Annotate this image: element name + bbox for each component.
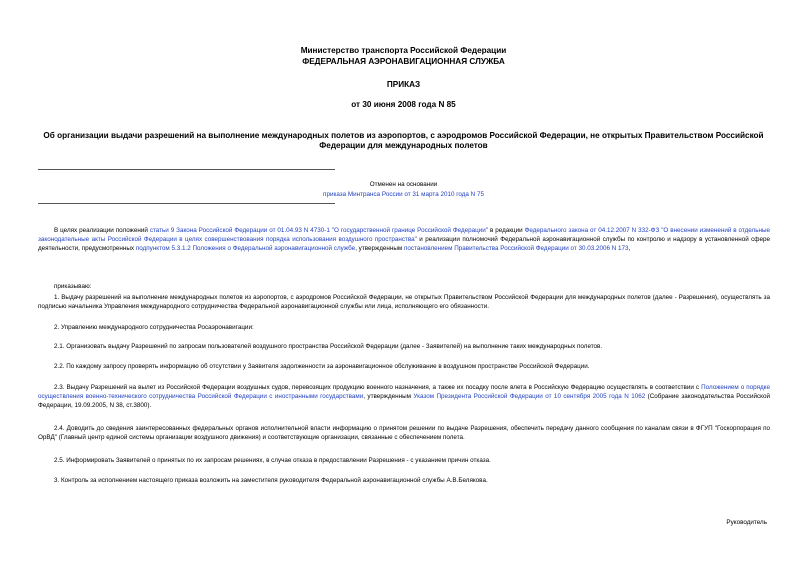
preamble-text-4: , утвержденным xyxy=(355,245,404,252)
item-3: 3. Контроль за исполнением настоящего приказа возложить на заместителя руководителя Федеральной аэронавигационной службы А.В.Белякова. xyxy=(54,477,488,484)
item-2-3-text-3: (Собрание законодательства Российской Федерации, 19.09.2005, N 38, ст.3800). xyxy=(38,393,770,409)
preamble-paragraph xyxy=(38,226,770,253)
doc-type: ПРИКАЗ xyxy=(386,80,421,89)
status-link-wrap xyxy=(0,190,807,199)
status-text: Отменен на основании xyxy=(369,181,438,188)
item-2-1: 2.1. Организовать выдачу Разрешений по запросам пользователей воздушного пространства Российской Федерации (далее - Заявителей) на выполнение таких международных полетов. xyxy=(54,343,603,350)
presidential-decree-link[interactable]: Указом Президента Российской Федерации от 10 сентября 2005 года N 1062 xyxy=(413,393,646,400)
ministry-heading: Министерство транспорта Российской Федерации xyxy=(300,46,507,55)
preamble-text-1: В целях реализации положений xyxy=(54,227,150,234)
military-cooperation-regulation-link[interactable]: Положением о порядке осуществления военно-технического сотрудничества Российской Федерации с иностранными государствами xyxy=(38,384,770,400)
item-2-4: 2.4. Доводить до сведения заинтересованных федеральных органов исполнительной власти информацию о принятом решении по выдаче Разрешения, обеспечить передачу данного сообщения по каналам связи в ФГУП "Госкорпорация по ОрВД" (Главный центр единой системы организации воздушного движения) и соответствующие организации, связанные с обеспечением полета. xyxy=(38,425,770,441)
item-2-5: 2.5. Информировать Заявителей о принятых по их запросам решениях, в случае отказа в предоставлении Разрешения - с указанием причин отказа. xyxy=(54,457,491,464)
item-2-3 xyxy=(38,383,770,410)
divider-top xyxy=(38,169,335,170)
item-2-2: 2.2. По каждому запросу проверять информацию об отсутствии у Заявителя задолженности за аэронавигационное обслуживание в воздушном пространстве Российской Федерации. xyxy=(54,363,590,370)
item-1: 1. Выдачу разрешений на выполнение международных полетов из аэропортов, с аэродромов Российской Федерации, не открытых Правительством Российской Федерации для международных полетов (далее - Разрешения), осуществлять за подписью начальника Управления международного сотрудничества Федеральной аэронавигационной службы или лица, исполняющего его обязанности. xyxy=(38,294,770,310)
order-word: приказываю: xyxy=(54,283,92,290)
federal-law-332-link[interactable]: Федерального закона от 04.12.2007 N 332-ФЗ "О внесении изменений в отдельные законодательные акты Российской Федерации в целях совершенствования порядка использования воздушного пространства" xyxy=(38,227,770,243)
cancel-order-link[interactable]: приказа Минтранса России от 31 марта 2010 года N 75 xyxy=(323,191,484,198)
doc-title: Об организации выдачи разрешений на выполнение международных полетов из аэропортов, с аэродромов Российской Федерации, не открытых Правительством Российской Федерации для международных полетов xyxy=(43,131,764,150)
agency-heading: ФЕДЕРАЛЬНАЯ АЭРОНАВИГАЦИОННАЯ СЛУЖБА xyxy=(302,57,505,66)
preamble-text-3: и реализации полномочий Федеральной аэронавигационной службы по контролю и надзору в установленной сфере деятельности, предусмотренных xyxy=(38,236,770,252)
regulation-subclause-link[interactable]: подпунктом 5.3.1.2 Положения о Федеральной аэронавигационной службе xyxy=(135,245,356,252)
law-article-9-link[interactable]: статьи 9 Закона Российской Федерации от 01.04.93 N 4730-1 "О государственной границе Российской Федерации" xyxy=(149,227,489,234)
preamble-text-2: в редакции xyxy=(488,227,525,234)
item-2-3-text-1: 2.3. Выдачу Разрешений на вылет из Российской Федерации воздушных судов, перевозящих продукцию военного назначения, а также их посадку после влета в Российскую Федерацию осуществлять в соответствии с xyxy=(54,384,702,391)
item-2: 2. Управлению международного сотрудничества Росаэронавигации: xyxy=(54,324,254,331)
signature-title: Руководитель xyxy=(726,519,767,526)
item-2-3-text-2: , утвержденным xyxy=(363,393,414,400)
government-decree-link[interactable]: постановлением Правительства Российской Федерации от 30.03.2006 N 173 xyxy=(403,245,629,252)
preamble-text-5: , xyxy=(628,245,631,252)
doc-date-number: от 30 июня 2008 года N 85 xyxy=(351,100,456,109)
divider-bottom xyxy=(38,203,335,204)
